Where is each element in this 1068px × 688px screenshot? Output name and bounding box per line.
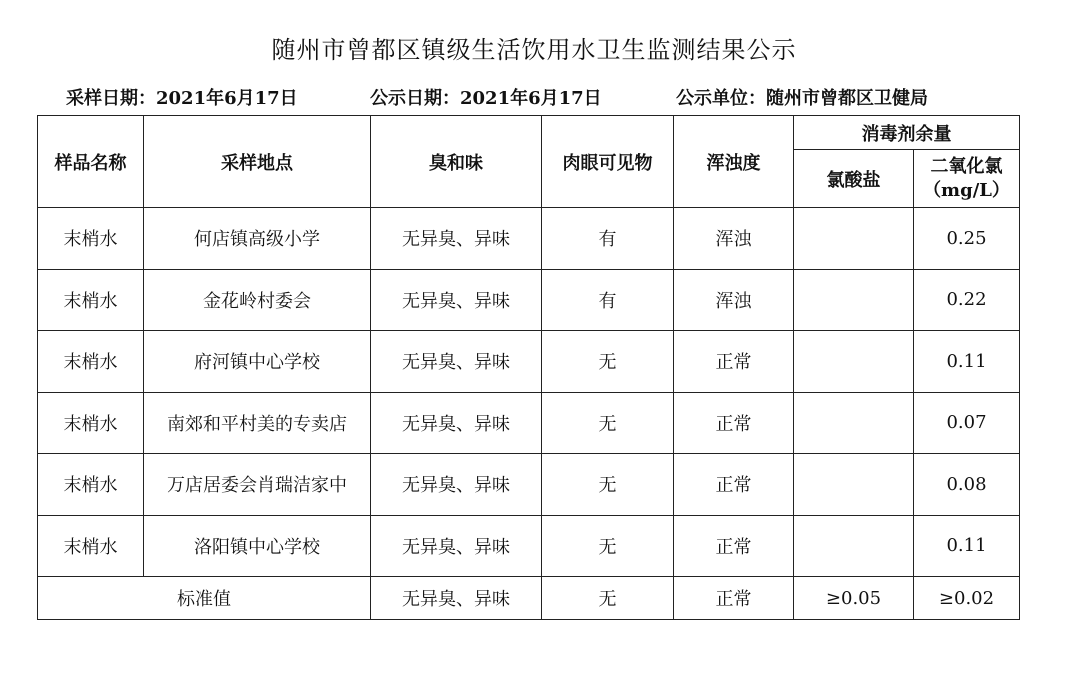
cell-visible-matter: 有: [542, 269, 674, 331]
header-chlorine-dioxide: [914, 150, 1020, 208]
cell-location: 万店居委会肖瑞洁家中: [144, 454, 371, 516]
cell-location: 南郊和平村美的专卖店: [144, 392, 371, 454]
cell-chlorate: [794, 392, 914, 454]
table-row: [38, 208, 1020, 270]
standard-label: 标准值: [38, 577, 371, 620]
header-odor: 臭和味: [371, 116, 542, 208]
cell-chlorate: [794, 454, 914, 516]
page-title: 随州市曾都区镇级生活饮用水卫生监测结果公示: [271, 36, 797, 64]
cell-odor: 无异臭、异味: [371, 331, 542, 393]
cell-sample-name: 末梢水: [38, 208, 144, 270]
cell-visible-matter: 无: [542, 454, 674, 516]
standard-row: [38, 577, 1020, 620]
cell-chlorate: [794, 515, 914, 577]
cell-turbidity: 正常: [674, 392, 794, 454]
standard-visible-matter: 无: [542, 577, 674, 620]
publish-date: 公示日期：2021年6月17日: [370, 88, 602, 109]
results-table: [37, 115, 1020, 620]
cell-visible-matter: 有: [542, 208, 674, 270]
table-row: [38, 269, 1020, 331]
cell-location: 府河镇中心学校: [144, 331, 371, 393]
cell-visible-matter: 无: [542, 392, 674, 454]
cell-odor: 无异臭、异味: [371, 269, 542, 331]
cell-sample-name: 末梢水: [38, 269, 144, 331]
publish-unit: 公示单位：随州市曾都区卫健局: [676, 88, 928, 109]
cell-chlorine-dioxide: 0.11: [914, 331, 1020, 393]
cell-chlorine-dioxide: 0.08: [914, 454, 1020, 516]
cell-turbidity: 浑浊: [674, 208, 794, 270]
table-row: [38, 515, 1020, 577]
table-row: [38, 331, 1020, 393]
standard-chlorate: ≥0.05: [794, 577, 914, 620]
cell-chlorine-dioxide: 0.07: [914, 392, 1020, 454]
standard-odor: 无异臭、异味: [371, 577, 542, 620]
cell-turbidity: 正常: [674, 454, 794, 516]
cell-visible-matter: 无: [542, 331, 674, 393]
cell-chlorine-dioxide: 0.22: [914, 269, 1020, 331]
sampling-date: 采样日期：2021年6月17日: [66, 88, 298, 109]
table-row: [38, 454, 1020, 516]
cell-location: 洛阳镇中心学校: [144, 515, 371, 577]
cell-chlorate: [794, 269, 914, 331]
header-chlorate: 氯酸盐: [794, 150, 914, 208]
header-chlorine-dioxide-unit: （mg/L）: [923, 179, 1010, 201]
cell-odor: 无异臭、异味: [371, 208, 542, 270]
cell-turbidity: 浑浊: [674, 269, 794, 331]
cell-sample-name: 末梢水: [38, 515, 144, 577]
cell-sample-name: 末梢水: [38, 454, 144, 516]
header-sample-name: 样品名称: [38, 116, 144, 208]
cell-chlorate: [794, 331, 914, 393]
cell-turbidity: 正常: [674, 515, 794, 577]
cell-location: 何店镇高级小学: [144, 208, 371, 270]
table-row: [38, 392, 1020, 454]
cell-sample-name: 末梢水: [38, 392, 144, 454]
header-turbidity: 浑浊度: [674, 116, 794, 208]
header-visible-matter: 肉眼可见物: [542, 116, 674, 208]
cell-location: 金花岭村委会: [144, 269, 371, 331]
header-chlorine-dioxide-name: 二氧化氯: [930, 155, 1003, 177]
cell-odor: 无异臭、异味: [371, 515, 542, 577]
cell-odor: 无异臭、异味: [371, 454, 542, 516]
cell-chlorine-dioxide: 0.25: [914, 208, 1020, 270]
cell-turbidity: 正常: [674, 331, 794, 393]
header-location: 采样地点: [144, 116, 371, 208]
cell-sample-name: 末梢水: [38, 331, 144, 393]
cell-chlorate: [794, 208, 914, 270]
header-disinfectant: 消毒剂余量: [794, 116, 1020, 150]
standard-turbidity: 正常: [674, 577, 794, 620]
cell-odor: 无异臭、异味: [371, 392, 542, 454]
cell-chlorine-dioxide: 0.11: [914, 515, 1020, 577]
standard-chlorine-dioxide: ≥0.02: [914, 577, 1020, 620]
cell-visible-matter: 无: [542, 515, 674, 577]
